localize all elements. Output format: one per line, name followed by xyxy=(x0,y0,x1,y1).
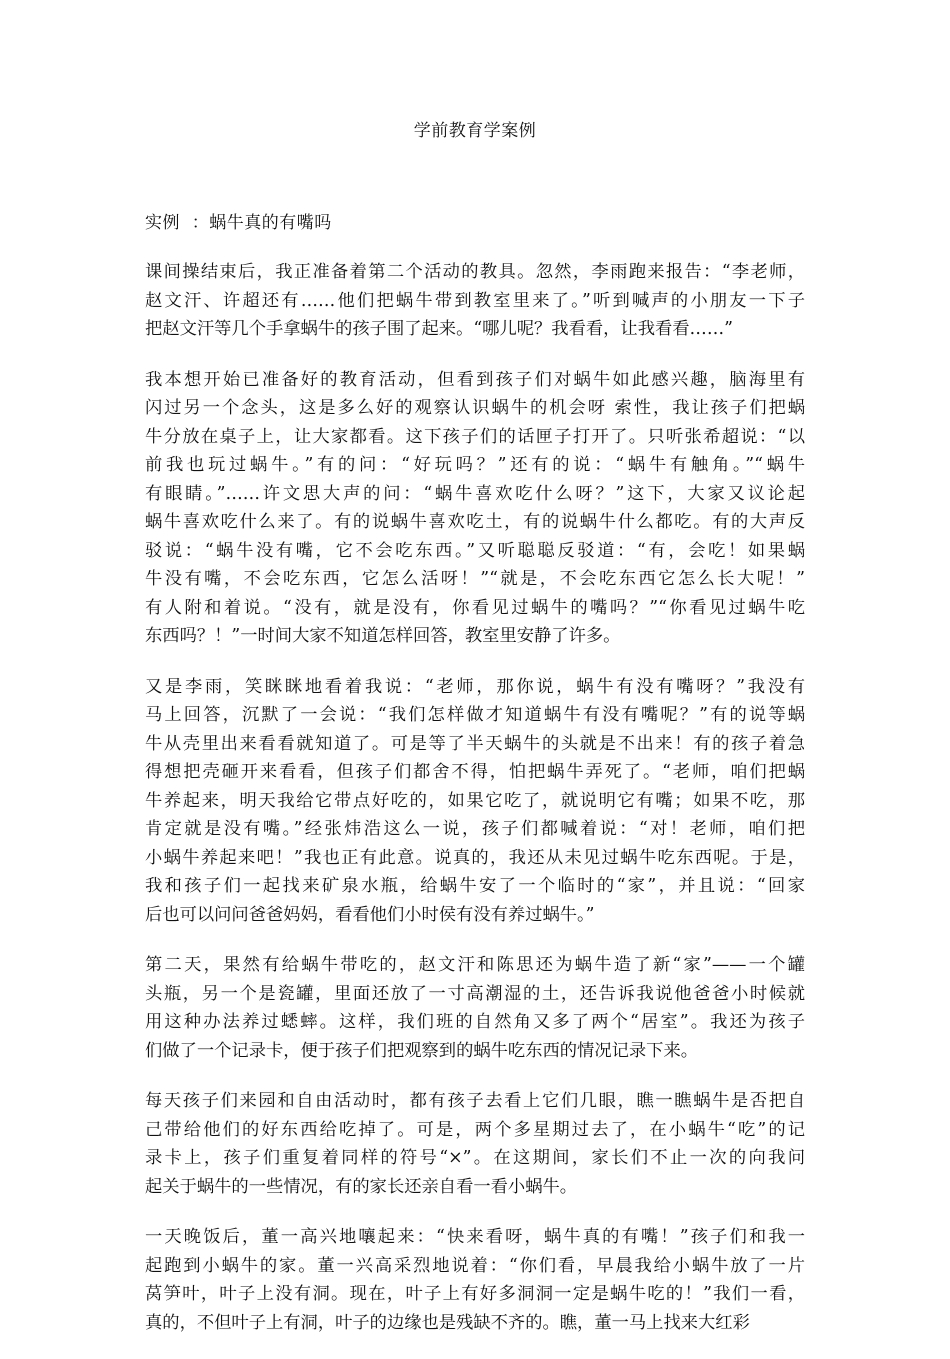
paragraph-line: 前我也玩过蜗牛。”有的问：“好玩吗？”还有的说：“蜗牛有触角。”“蜗牛 xyxy=(145,455,805,475)
paragraph xyxy=(145,1223,805,1337)
paragraph-line: 赵文汗、许超还有……他们把蜗牛带到教室里来了。”听到喊声的小朋友一下子 xyxy=(145,290,805,311)
paragraph-line: 牛养起来，明天我给它带点好吃的，如果它吃了，就说明它有嘴；如果不吃，那 xyxy=(145,790,805,811)
paragraph-line: 闪过另一个念头，这是多么好的观察认识蜗牛的机会呀 索性，我让孩子们把蜗 xyxy=(145,398,805,418)
paragraph-line: 们做了一个记录卡，便于孩子们把观察到的蜗牛吃东西的情况记录下来。 xyxy=(145,1040,699,1061)
paragraph-line: 起关于蜗牛的一些情况，有的家长还亲自看一看小蜗牛。 xyxy=(145,1176,578,1197)
paragraph-line: 把赵文汗等几个手拿蜗牛的孩子围了起来。“哪儿呢？我看看，让我看看……” xyxy=(145,319,733,339)
paragraph-line: 录卡上，孩子们重复着同样的符号“×”。在这期间，家长们不止一次的向我问 xyxy=(145,1148,805,1168)
paragraph xyxy=(145,673,805,930)
paragraph-line: 牛没有嘴，不会吃东西，它怎么活呀！”“就是，不会吃东西它怎么长大呢！” xyxy=(145,569,805,589)
paragraph xyxy=(145,258,805,344)
paragraph-line: 莴笋叶，叶子上没有洞。现在，叶子上有好多洞洞一定是蜗牛吃的！”我们一看， xyxy=(145,1284,805,1304)
paragraph-line: 第二天，果然有给蜗牛带吃的，赵文汗和陈思还为蜗牛造了新“家”——一个罐 xyxy=(145,955,805,975)
paragraph-line: 用这种办法养过蟋蟀。这样，我们班的自然角又多了两个“居室”。我还为孩子 xyxy=(145,1012,805,1032)
paragraph-line: 真的，不但叶子上有洞，叶子的边缘也是残缺不齐的。瞧，董一马上找来大红彩 xyxy=(145,1312,750,1333)
document-body xyxy=(145,258,805,1359)
paragraph-line: 后也可以问问爸爸妈妈，看看他们小时侯有没有养过蜗牛。” xyxy=(145,904,595,925)
paragraph xyxy=(145,1087,805,1201)
paragraph-line: 我和孩子们一起找来矿泉水瓶，给蜗牛安了一个临时的“家”，并且说：“回家 xyxy=(145,876,805,896)
paragraph-line: 得想把壳砸开来看看，但孩子们都舍不得，怕把蜗牛弄死了。“老师，咱们把蜗 xyxy=(145,762,805,782)
paragraph-line: 课间操结束后，我正准备着第二个活动的教具。忽然，李雨跑来报告：“李老师， xyxy=(145,262,805,282)
paragraph-line: 小蜗牛养起来吧！”我也正有此意。说真的，我还从未见过蜗牛吃东西呢。于是， xyxy=(145,847,805,868)
paragraph-line: 我本想开始已准备好的教育活动，但看到孩子们对蜗牛如此感兴趣，脑海里有 xyxy=(145,369,805,390)
paragraph-line: 肯定就是没有嘴。”经张炜浩这么一说，孩子们都喊着说：“对！老师，咱们把 xyxy=(145,819,805,839)
paragraph-line: 有人附和着说。“没有，就是没有，你看见过蜗牛的嘴吗？”“你看见过蜗牛吃 xyxy=(145,597,805,618)
case-subtitle: 实例 ：蜗牛真的有嘴吗 xyxy=(145,213,332,233)
paragraph-line: 驳说：“蜗牛没有嘴，它不会吃东西。”又听聪聪反驳道：“有，会吃！如果蜗 xyxy=(145,540,805,561)
paragraph-line: 牛从壳里出来看看就知道了。可是等了半天蜗牛的头就是不出来！有的孩子着急 xyxy=(145,733,805,754)
paragraph-line: 马上回答，沉默了一会说：“我们怎样做才知道蜗牛有没有嘴呢？”有的说等蜗 xyxy=(145,705,805,725)
paragraph-line: 牛分放在桌子上，让大家都看。这下孩子们的话匣子打开了。只听张希超说：“以 xyxy=(145,426,805,447)
paragraph-line: 每天孩子们来园和自由活动时，都有孩子去看上它们几眼，瞧一瞧蜗牛是否把自 xyxy=(145,1091,805,1111)
page-title: 学前教育学案例 xyxy=(413,121,537,141)
paragraph-line: 起跑到小蜗牛的家。董一兴高采烈地说着：“你们看，早晨我给小蜗牛放了一片 xyxy=(145,1255,805,1276)
paragraph-line: 又是李雨，笑眯眯地看着我说：“老师，那你说，蜗牛有没有嘴呀？”我没有 xyxy=(145,676,805,697)
paragraph-line: 蜗牛喜欢吃什么来了。有的说蜗牛喜欢吃土，有的说蜗牛什么都吃。有的大声反 xyxy=(145,512,805,532)
paragraph-line: 一天晚饭后，董一高兴地嚷起来：“快来看呀，蜗牛真的有嘴！”孩子们和我一 xyxy=(145,1227,805,1247)
paragraph-line: 头瓶，另一个是瓷罐，里面还放了一寸高潮湿的土，还告诉我说他爸爸小时候就 xyxy=(145,983,805,1004)
paragraph-line: 东西吗？！”一时间大家不知道怎样回答，教室里安静了许多。 xyxy=(145,626,621,646)
paragraph-line: 有眼睛。”……许文思大声的问：“蜗牛喜欢吃什么呀？”这下，大家又议论起 xyxy=(145,483,805,504)
paragraph xyxy=(145,951,805,1065)
paragraph xyxy=(145,366,805,651)
paragraph-line: 己带给他们的好东西给吃掉了。可是，两个多星期过去了，在小蜗牛“吃”的记 xyxy=(145,1119,805,1140)
